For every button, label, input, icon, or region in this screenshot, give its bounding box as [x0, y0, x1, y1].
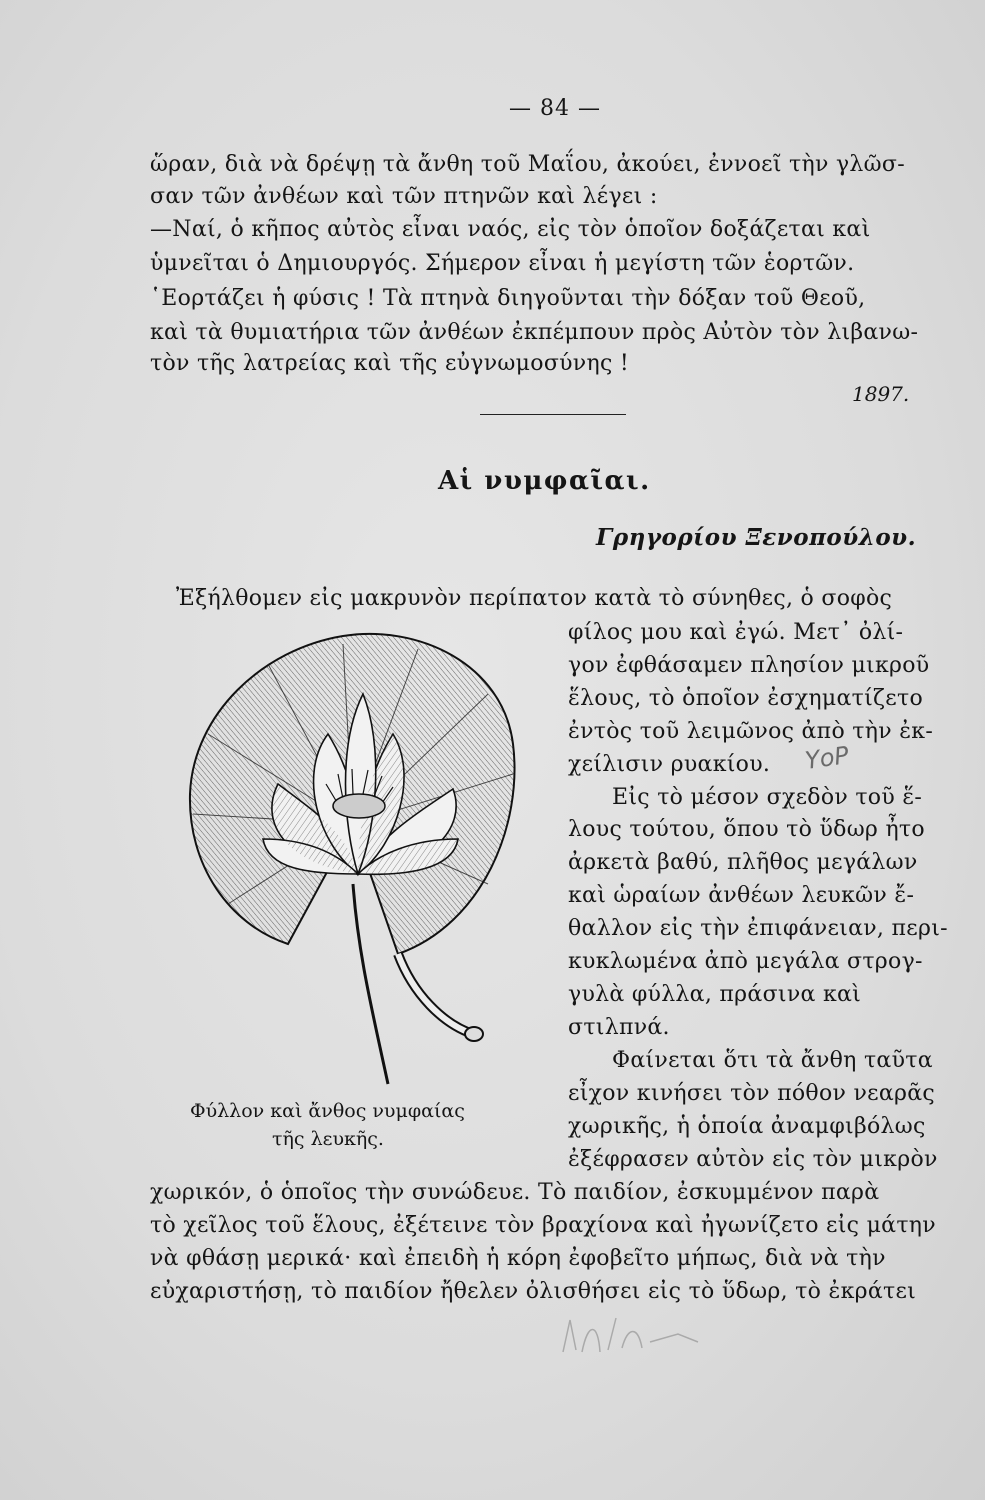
text-line: εὐχαριστήσῃ, τὸ παιδίον ἤθελεν ὀλισθήσει εἰς τὸ ὕδωρ, τὸ ἐκράτει	[150, 1279, 917, 1304]
text-line: ἐξέφρασεν αὐτὸν εἰς τὸν μικρὸν	[568, 1147, 938, 1172]
text-line: ἀρκετὰ βαθύ, πλῆθος μεγάλων	[568, 850, 918, 875]
text-line: ὥραν, διὰ νὰ δρέψῃ τὰ ἄνθη τοῦ Μαΐου, ἀκούει, ἐννοεῖ τὴν γλῶσ-	[150, 152, 905, 177]
library-stamp	[558, 1312, 708, 1362]
text-line: ἐντὸς τοῦ λειμῶνος ἀπὸ τὴν ἐκ-	[568, 719, 934, 744]
article-title: Αἱ νυμφαῖαι.	[438, 466, 651, 496]
water-lily-illustration	[168, 624, 548, 1094]
year-signature: 1897.	[852, 382, 910, 406]
text-line: γυλὰ φύλλα, πράσινα καὶ	[568, 982, 862, 1007]
figure-caption: τῆς λευκῆς.	[272, 1128, 384, 1150]
text-line: —Ναί, ὁ κῆπος αὐτὸς εἶναι ναός, εἰς τὸν ὁποῖον δοξάζεται καὶ	[150, 217, 871, 242]
figure-caption: Φύλλον καὶ ἄνθος νυμφαίας	[190, 1100, 465, 1122]
text-line: ῾Εορτάζει ἡ φύσις ! Τὰ πτηνὰ διηγοῦνται τὴν δόξαν τοῦ Θεοῦ,	[150, 286, 866, 311]
text-line: χωρικῆς, ἡ ὁποία ἀναμφιβόλως	[568, 1114, 926, 1139]
text-line: θαλλον εἰς τὴν ἐπιφάνειαν, περι-	[568, 916, 948, 941]
section-divider	[480, 414, 626, 415]
page-number: — 84 —	[509, 96, 601, 121]
text-line: ἕλους, τὸ ὁποῖον ἐσχηματίζετο	[568, 686, 923, 711]
text-line: σαν τῶν ἀνθέων καὶ τῶν πτηνῶν καὶ λέγει :	[150, 184, 658, 209]
text-line: καὶ τὰ θυμιατήρια τῶν ἀνθέων ἐκπέμπουν πρὸς Αὐτὸν τὸν λιβανω-	[150, 320, 919, 345]
pencil-annotation: ΥοΡ	[803, 741, 851, 775]
text-line: Φαίνεται ὅτι τὰ ἄνθη ταῦτα	[612, 1048, 933, 1073]
text-line: κυκλωμένα ἀπὸ μεγάλα στρογ-	[568, 949, 923, 974]
text-line: χωρικόν, ὁ ὁποῖος τὴν συνώδευε. Τὸ παιδίον, ἐσκυμμένον παρὰ	[150, 1180, 880, 1205]
article-author: Γρηγορίου Ξενοπούλου.	[596, 524, 917, 551]
text-line: νὰ φθάσῃ μερικά· καὶ ἐπειδὴ ἡ κόρη ἐφοβεῖτο μήπως, διὰ νὰ τὴν	[150, 1246, 886, 1271]
text-line: εἶχον κινήσει τὸν πόθον νεαρᾶς	[568, 1081, 936, 1106]
text-line: γον ἐφθάσαμεν πλησίον μικροῦ	[568, 653, 930, 678]
text-line: καὶ ὡραίων ἀνθέων λευκῶν ἔ-	[568, 883, 915, 908]
text-line: Ἐξήλθομεν εἰς μακρυνὸν περίπατον κατὰ τὸ σύνηθες, ὁ σοφὸς	[176, 586, 893, 611]
text-line: χείλισιν ρυακίου.	[568, 752, 771, 777]
text-line: στιλπνά.	[568, 1015, 670, 1040]
text-line: ὑμνεῖται ὁ Δημιουργός. Σήμερον εἶναι ἡ μεγίστη τῶν ἑορτῶν.	[150, 251, 855, 276]
text-line: φίλος μου καὶ ἐγώ. Μετ᾿ ὀλί-	[568, 620, 904, 645]
text-line: λους τούτου, ὅπου τὸ ὕδωρ ἦτο	[568, 817, 925, 842]
text-line: Εἰς τὸ μέσον σχεδὸν τοῦ ἕ-	[612, 785, 923, 810]
text-line: τὸν τῆς λατρείας καὶ τῆς εὐγνωμοσύνης !	[150, 351, 630, 376]
text-line: τὸ χεῖλος τοῦ ἕλους, ἐξέτεινε τὸν βραχίονα καὶ ἠγωνίζετο εἰς μάτην	[150, 1213, 936, 1238]
